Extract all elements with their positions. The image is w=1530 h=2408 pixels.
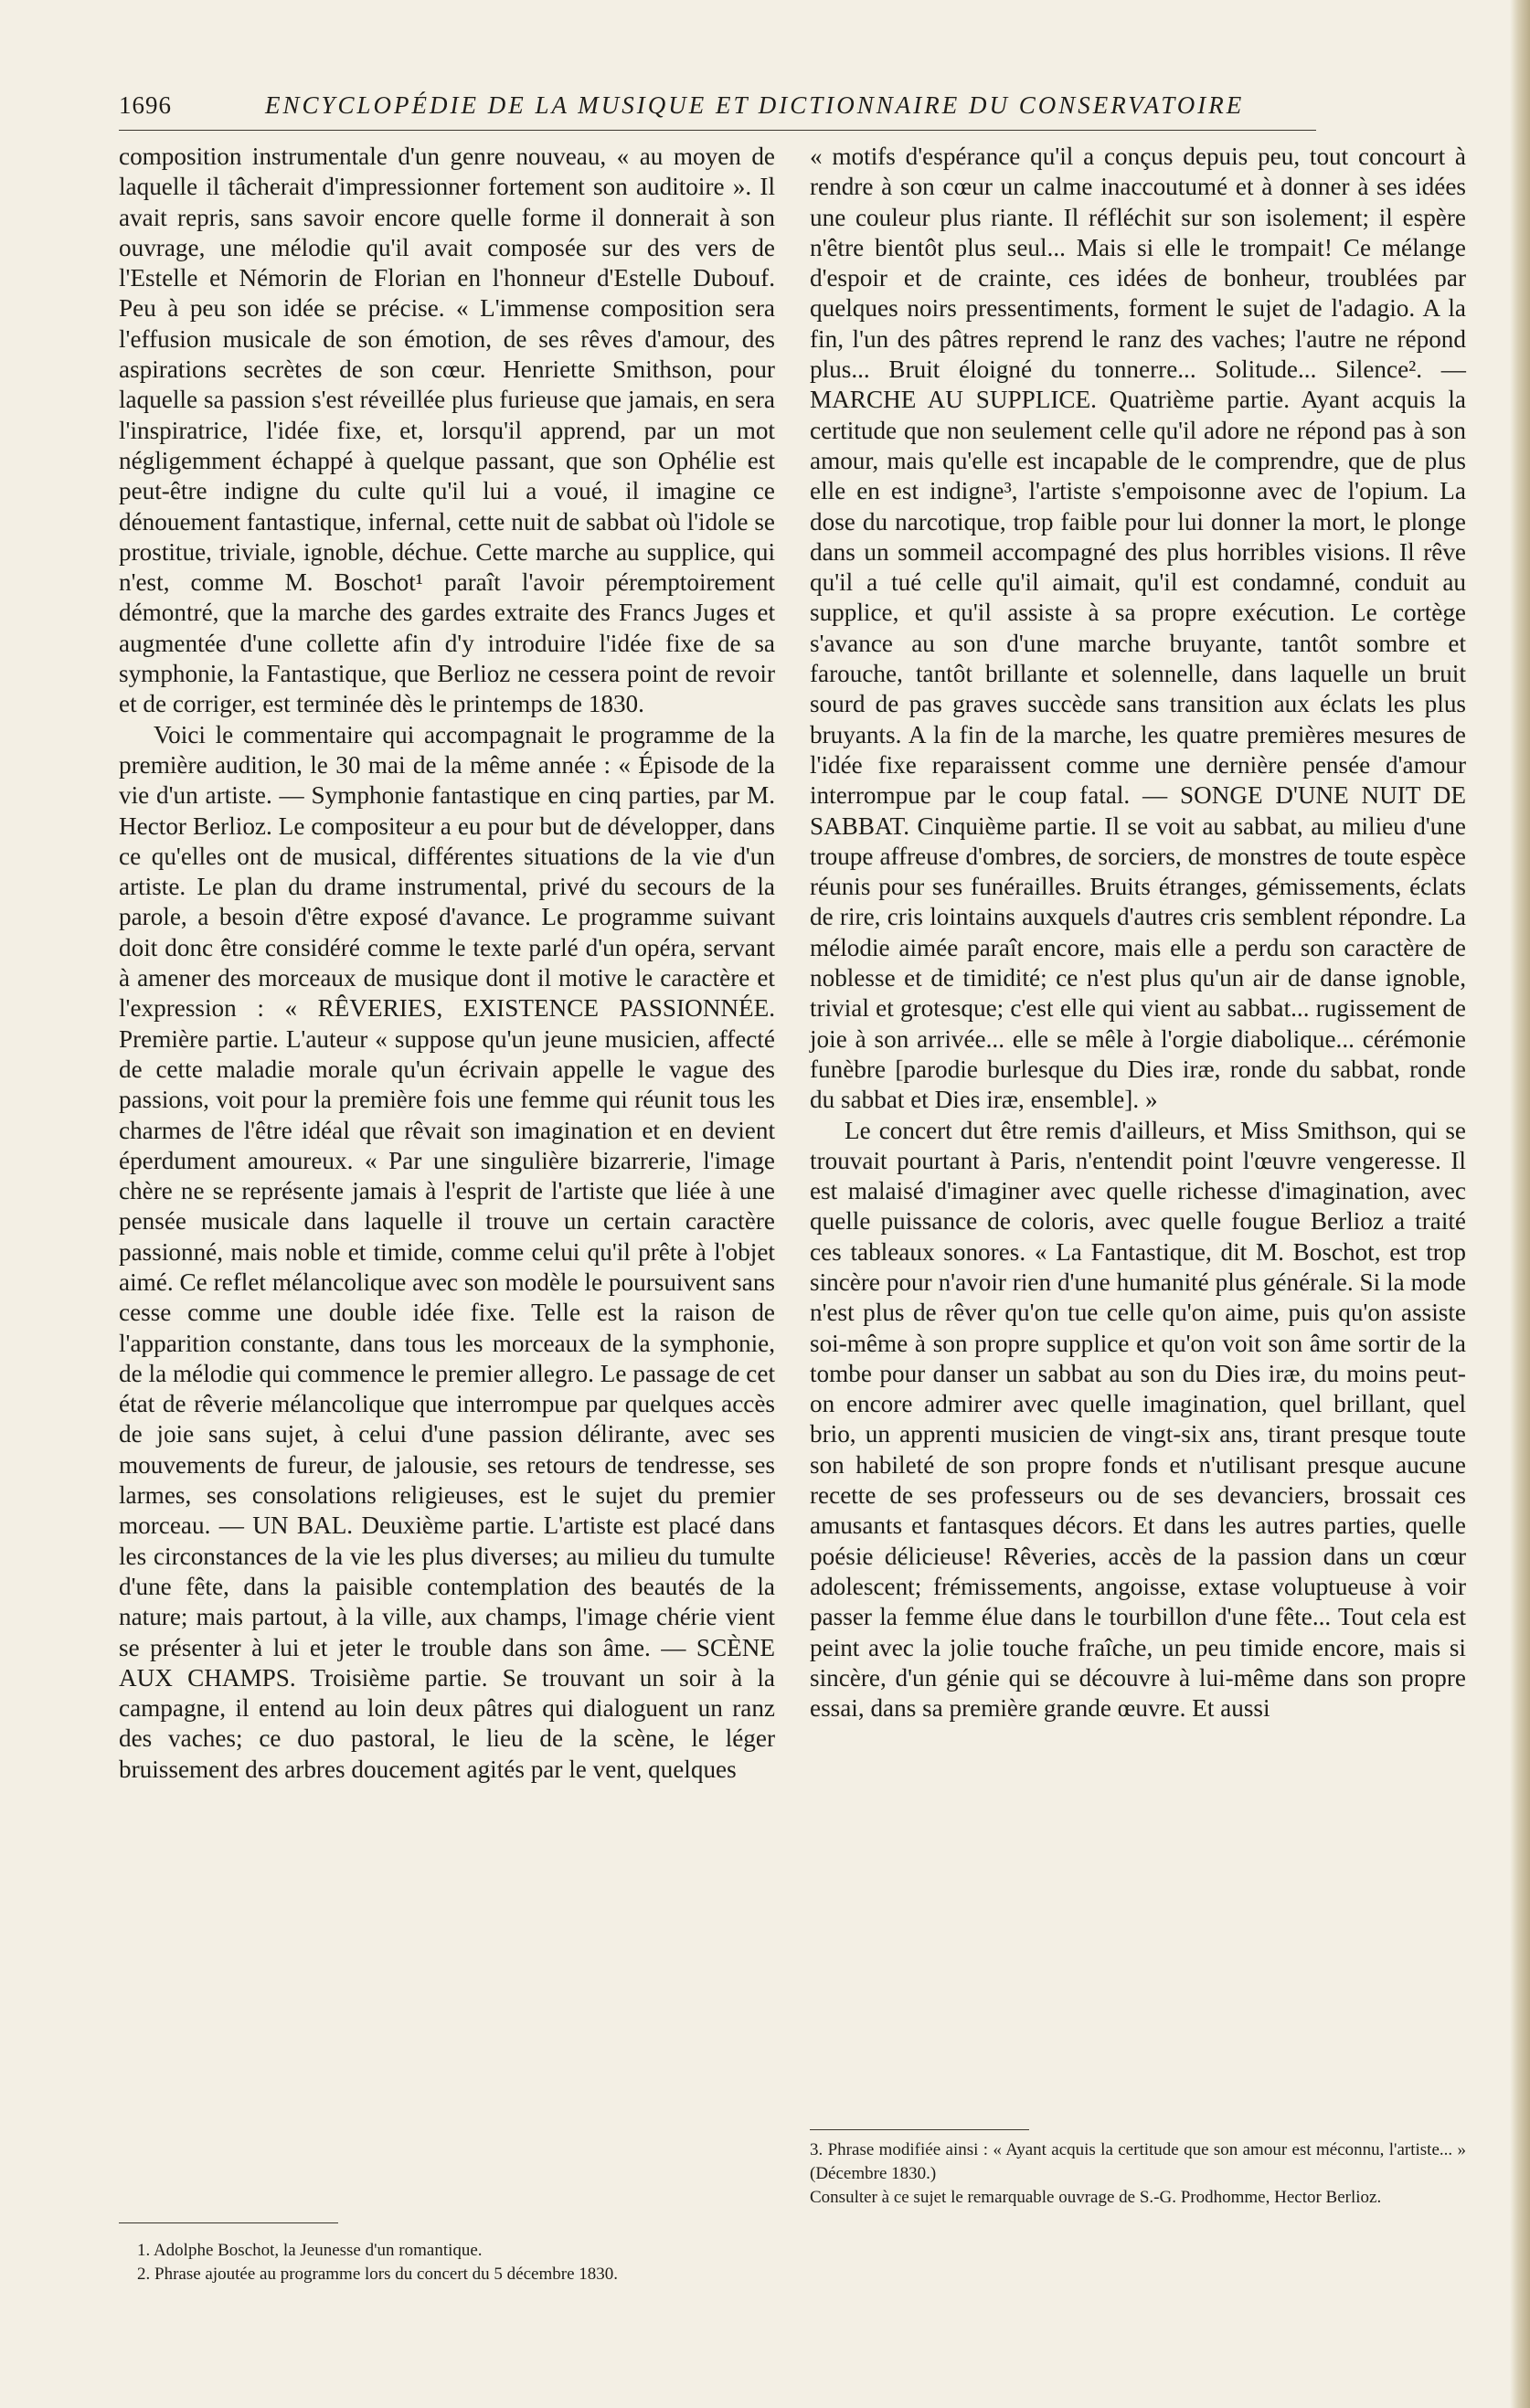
paragraph: Voici le commentaire qui accompagnait le programme de la première audition, le 30 mai de la même année : « Épisode de la vie d'un artiste. — Symphonie fantastique en cinq parties, par M. Hector Berlioz. Le compositeur a eu pour but de développer, dans ce qu'elles ont de musical, différentes situations de la vie d'un artiste. Le plan du drame instrumental, privé du secours de la parole, a besoin d'être exposé d'avance. Le programme suivant doit donc être considéré comme le texte parlé d'un opéra, servant à amener des morceaux de musique dont il motive le caractère et l'expression : « RÊVERIES, EXISTENCE PASSIONNÉE. Première partie. L'auteur « suppose qu'un jeune musicien, affecté de cette maladie morale qu'un écrivain appelle le vague des passions, voit pour la première fois une femme qui réunit tous les charmes de l'être idéal que rêvait son imagination et en devient éperdument amoureux. « Par une singulière bizarrerie, l'image chère ne se représente jamais à l'esprit de l'artiste que liée à une pensée musicale dans laquelle il trouve un certain caractère passionné, mais noble et timide, comme celui qu'il prête à l'objet aimé. Ce reflet mélancolique avec son modèle le poursuivent sans cesse comme une double idée fixe. Telle est la raison de l'apparition constante, dans tous les morceaux de la symphonie, de la mélodie qui commence le premier allegro. Le passage de cet état de rêverie mélancolique que interrompue par quelques accès de joie sans sujet, à celui d'une passion délirante, avec ses mouvements de fureur, de jalousie, ses retours de tendresse, ses larmes, ses consolations religieuses, est le sujet du premier morceau. — UN BAL. Deuxième partie. L'artiste est placé dans les circonstances de la vie les plus diverses; au milieu du tumulte d'une fête, dans la paisible contemplation des beautés de la nature; mais partout, à la ville, aux champs, l'image chérie vient se présenter à lui et jeter le trouble dans son âme. — SCÈNE AUX CHAMPS. Troisième partie. Se trouvant un soir à la campagne, il entend au loin deux pâtres qui dialoguent un ranz des vaches; ce duo pastoral, le lieu de la scène, le léger bruissement des arbres doucement agités par le vent, quelques (119, 720, 775, 1783)
footnote: Consulter à ce sujet le remarquable ouvrage de S.-G. Prodhomme, Hector Berlioz. (810, 2188, 1382, 2207)
running-title: ENCYCLOPÉDIE DE LA MUSIQUE ET DICTIONNAIRE DU CONSERVATOIRE (265, 91, 1245, 119)
footnote-rule-right (810, 2129, 1029, 2130)
footnotes-right (810, 2138, 1466, 2210)
paragraph: composition instrumentale d'un genre nouveau, « au moyen de laquelle il tâcherait d'impressionner fortement son auditoire ». Il avait repris, sans savoir encore quelle forme il donnerait à son ouvrage, une mélodie qu'il avait composée sur des vers de l'Estelle et Némorin de Florian en l'honneur d'Estelle Dubouf. Peu à peu son idée se précise. « L'immense composition sera l'effusion musicale de son émotion, de ses rêves d'amour, des aspirations secrètes de son cœur. Henriette Smithson, pour laquelle sa passion s'est réveillée plus furieuse que jamais, en sera l'inspiratrice, l'idée fixe, et, lorsqu'il apprend, par un mot négligemment échappé à quelque passant, que son Ophélie est peut-être indigne du culte qu'il lui a voué, il imagine ce dénouement fantastique, infernal, cette nuit de sabbat où l'idole se prostitue, triviale, ignoble, déchue. Cette marche au supplice, qui n'est, comme M. Boschot¹ paraît l'avoir péremptoirement démontré, que la marche des gardes extraite des Francs Juges et augmentée d'une collette afin d'y introduire l'idée fixe de sa symphonie, la Fantastique, que Berlioz ne cessera point de revoir et de corriger, est terminée dès le printemps de 1830. (119, 143, 775, 718)
paragraph: « motifs d'espérance qu'il a conçus depuis peu, tout concourt à rendre à son cœur un calme inaccoutumé et à donner à ses idées une couleur plus riante. Il réfléchit sur son isolement; il espère n'être bientôt plus seul... Mais si elle le trompait! Ce mélange d'espoir et de crainte, ces idées de bonheur, troublées par quelques noirs pressentiments, forment le sujet de l'adagio. A la fin, l'un des pâtres reprend le ranz des vaches; l'autre ne répond plus... Bruit éloigné du tonnerre... Solitude... Silence². — MARCHE AU SUPPLICE. Quatrième partie. Ayant acquis la certitude que non seulement celle qu'il adore ne répond pas à son amour, mais qu'elle est incapable de le comprendre, que de plus elle en est indigne³, l'artiste s'empoisonne avec de l'opium. La dose du narcotique, trop faible pour lui donner la mort, le plonge dans un sommeil accompagné des plus horribles visions. Il rêve qu'il a tué celle qu'il aimait, qu'il est condamné, conduit au supplice, et qu'il assiste à sa propre exécution. Le cortège s'avance au son d'une marche bruyante, tantôt sombre et farouche, tantôt brillante et solennelle, dans laquelle un bruit sourd de pas graves succède sans transition aux éclats les plus bruyants. A la fin de la marche, les quatre premières mesures de l'idée fixe reparaissent comme une dernière pensée d'amour interrompue par le coup fatal. — SONGE D'UNE NUIT DE SABBAT. Cinquième partie. Il se voit au sabbat, au milieu d'une troupe affreuse d'ombres, de sorciers, de monstres de toute espèce réunis pour ses funérailles. Bruits étranges, gémissements, éclats de rire, cris lointains auxquels d'autres cris semblent répondre. La mélodie aimée paraît encore, mais elle a perdu son caractère de noblesse et de timidité; ce n'est plus qu'un air de danse ignoble, trivial et grotesque; c'est elle qui vient au sabbat... rugissement de joie à son arrivée... elle se mêle à l'orgie diabolique... cérémonie funèbre [parodie burlesque du Dies iræ, ronde du sabbat, ronde du sabbat et Dies iræ, ensemble]. » (810, 143, 1466, 1114)
footnote: 3. Phrase modifiée ainsi : « Ayant acquis la certitude que son amour est méconnu, l'artiste... » (Décembre 1830.) (810, 2140, 1466, 2183)
right-column (810, 142, 1466, 1724)
paragraph: Le concert dut être remis d'ailleurs, et Miss Smithson, qui se trouvait pourtant à Paris, n'entendit point l'œuvre vengeresse. Il est malaisé d'imaginer avec quelle richesse d'imagination, avec quelle puissance de coloris, avec quelle fougue Berlioz a traité ces tableaux sonores. « La Fantastique, dit M. Boschot, est trop sincère pour n'avoir rien d'une humanité plus générale. Si la mode n'est plus de rêver qu'on tue celle qu'on aime, puis qu'on assiste soi-même à son propre supplice et qu'on voit son âme sortir de la tombe pour danser un sabbat au son du Dies iræ, du moins peut-on encore admirer avec quelle imagination, quel brillant, quel brio, un apprenti musicien de vingt-six ans, tirant presque toute son habileté de son propre fonds et n'utilisant presque aucune recette de ses professeurs ou de ses devanciers, brossait ces amusants et fantasques décors. Et dans les autres parties, quelle poésie délicieuse! Rêveries, accès de la passion dans un cœur adolescent; frémissements, angoisse, extase voluptueuse à voir passer la femme élue dans le tourbillon d'une fête... Tout cela est peint avec la jolie touche fraîche, un peu timide encore, mais si sincère, d'un génie qui se découvre à lui-même dans son propre essai, dans sa première grande œuvre. Et aussi (810, 1116, 1466, 1723)
footnote: 1. Adolphe Boschot, la Jeunesse d'un romantique. (137, 2241, 483, 2260)
page-edge-shadow (1510, 0, 1530, 2408)
left-column (119, 142, 775, 1785)
footnote-rule-left (119, 2222, 338, 2223)
footnote: 2. Phrase ajoutée au programme lors du concert du 5 décembre 1830. (137, 2265, 619, 2284)
page-header (119, 90, 1316, 131)
page-number: 1696 (119, 91, 172, 119)
footnotes-left (137, 2239, 777, 2286)
